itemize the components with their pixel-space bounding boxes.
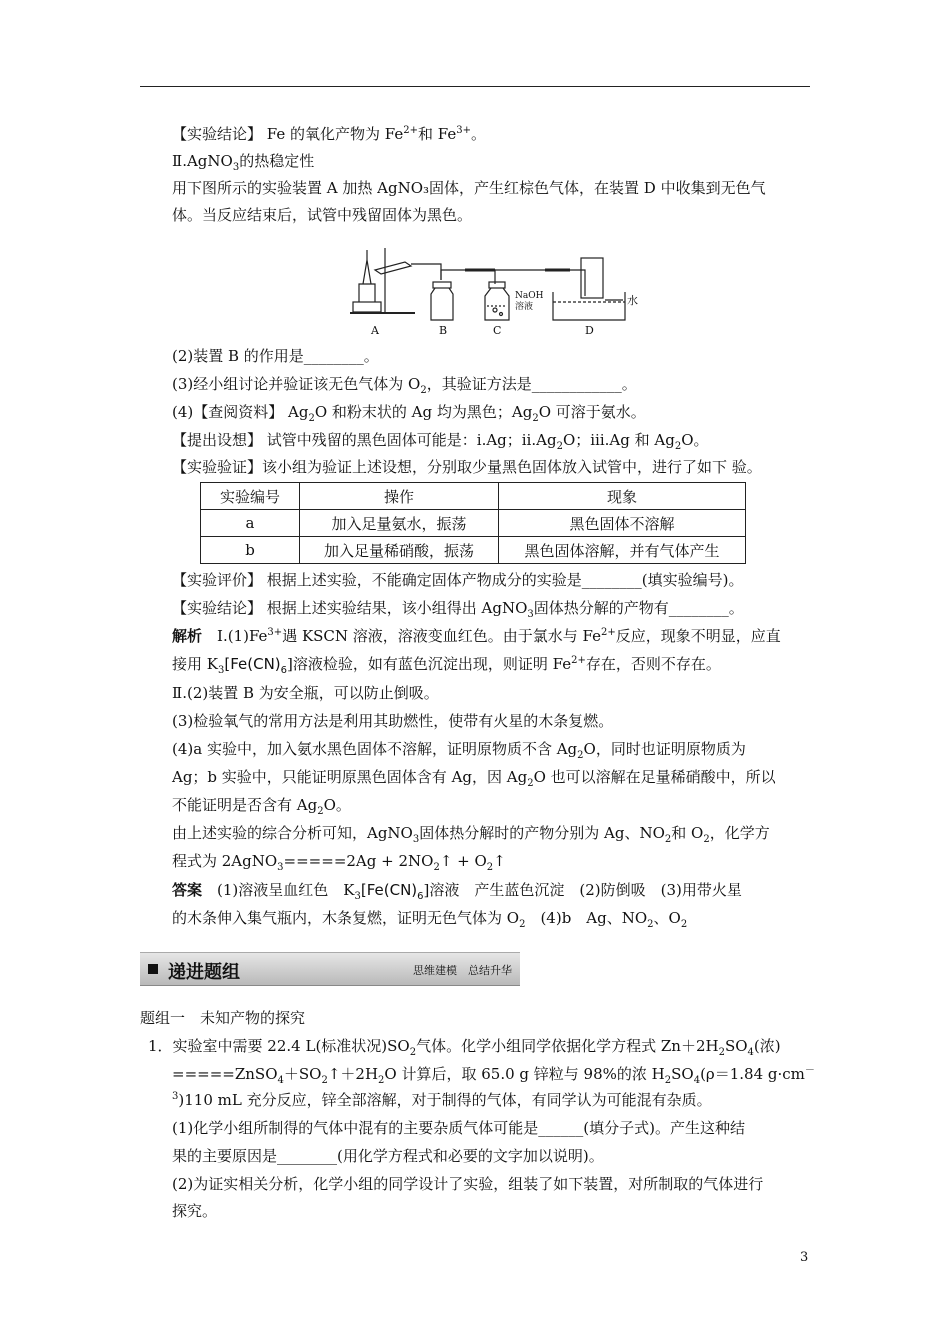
answer-line: 答案 (1)溶液呈血红色 $K_3[Fe(CN)_6]$溶液 产生蓝色沉淀 (2)防倒吸 (3)用带火星 (172, 881, 742, 902)
problem-line: $=====ZnSO_4+SO_2↑+2H_2O$ 计算后，取 65.0 g 锌粒与 98%的浓 $H_2SO_4(\rho=1.84$ g·cm－ (172, 1065, 815, 1086)
bottle-c (485, 288, 509, 320)
analysis-line: 接用 $K_3[Fe(CN)_6]$溶液检验，如有蓝色沉淀出现，则证明 $Fe^{2+}$存在，否则不存在。 (172, 655, 721, 676)
analysis-line: (3)检验氧气的常用方法是利用其助燃性，使带有火星的木条复燃。 (172, 712, 614, 730)
section-heading-agno3: Ⅱ.AgNO$_3$的热稳定性 (172, 152, 315, 173)
problem-line: (2)为证实相关分析，化学小组的同学设计了实验，组装了如下装置，对所制取的气体进行 (172, 1175, 764, 1193)
bottle-b (431, 288, 453, 320)
naoh-label-line1: NaOH (515, 291, 544, 301)
table-cell: a (201, 510, 300, 537)
banner-title: 递进题组 (168, 962, 240, 983)
question-3: (3)经小组讨论并验证该无色气体为 $O_2$，其验证方法是____________。 (172, 375, 637, 396)
banner-tag: 思维建模 总结升华 (413, 964, 512, 977)
water-trough (553, 292, 625, 320)
question-2: (2)装置 B 的作用是________。 (172, 347, 379, 365)
analysis-line: Ⅱ.(2)装置 B 为安全瓶，可以防止倒吸。 (172, 684, 439, 702)
label-d: D (585, 324, 594, 337)
answer-line: 的木条伸入集气瓶内，木条复燃，证明无色气体为 $O_2$ (4)b Ag、$NO_2$、$O_2$ (172, 909, 688, 930)
analysis-line: 由上述实验的综合分析可知，AgNO$_3$固体热分解时的产物分别为 Ag、$NO_2$和 $O_2$，化学方 (172, 824, 770, 845)
naoh-label-line2: 溶液 (515, 302, 534, 312)
table-cell: 加入足量氨水，振荡 (300, 510, 499, 537)
analysis-line: (4)a 实验中，加入氨水黑色固体不溶解，证明原物质不含 $Ag_2O$，同时也证明原物质为 (172, 740, 746, 761)
paragraph-line: 用下图所示的实验装置 A 加热 AgNO₃固体，产生红棕色气体，在装置 D 中收集到无色气 (172, 179, 766, 197)
table-header: 操作 (300, 483, 499, 510)
equation-line: 程式为 2AgNO$_3$=====2Ag + $2NO_2↑$ + $O_2↑$ (172, 852, 506, 873)
problem-line: 探究。 (172, 1202, 218, 1220)
evaluation-line: 【实验评价】 根据上述实验，不能确定固体产物成分的实验是________(填实验编号)。 (172, 571, 744, 589)
table-header: 现象 (499, 483, 746, 510)
gas-jar (581, 258, 603, 298)
water-label: 水 (627, 294, 638, 307)
paragraph-line: 体。当反应结束后，试管中残留固体为黑色。 (172, 206, 473, 224)
question-4: (4)【查阅资料】 $Ag_2O$ 和粉末状的 Ag 均为黑色；$Ag_2O$ 可溶于氨水。 (172, 403, 646, 424)
table-cell: 黑色固体不溶解 (499, 510, 746, 537)
experiment-table (200, 482, 746, 564)
page-number: 3 (800, 1250, 809, 1265)
verification-line: 【实验验证】该小组为验证上述设想，分别取少量黑色固体放入试管中，进行了如下 验。 (172, 458, 762, 476)
analysis-line: Ag；b 实验中，只能证明原黑色固体含有 Ag，因 $Ag_2O$ 也可以溶解在足量稀硝酸中，所以 (172, 768, 776, 789)
header-rule (140, 86, 810, 87)
label-b: B (439, 324, 448, 337)
analysis-line: 解析 $Ⅰ.(1)Fe^{3+}$遇 KSCN 溶液，溶液变血红色。由于氯水与 $Fe^{2+}$反应，现象不明显，应直 (172, 627, 781, 645)
burner-base (353, 302, 381, 312)
problem-line: $^3$)110 mL 充分反应，锌全部溶解，对于制得的气体，有同学认为可能混有杂质。 (172, 1091, 712, 1109)
test-tube (375, 262, 411, 274)
experiment-apparatus-figure (345, 240, 645, 340)
square-bullet-icon (148, 964, 158, 974)
section-banner (140, 952, 520, 986)
group-heading: 题组一 未知产物的探究 (140, 1009, 306, 1027)
problem-line: 果的主要原因是________(用化学方程式和必要的文字加以说明)。 (172, 1147, 604, 1165)
table-cell: 黑色固体溶解，并有气体产生 (499, 537, 746, 564)
table-header: 实验编号 (201, 483, 300, 510)
problem-line: 1．实验室中需要 22.4 L(标准状况)$SO_2$气体。化学小组同学依据化学方程式 $Zn+2H_2SO_4$(浓) (148, 1037, 781, 1058)
conclusion-line-2: 【实验结论】 根据上述实验结果，该小组得出 AgNO$_3$固体热分解的产物有________。 (172, 599, 744, 620)
table-cell: b (201, 537, 300, 564)
hypothesis-line: 【提出设想】 试管中残留的黑色固体可能是：ⅰ.Ag；$ⅱ.Ag_2O$；ⅲ.Ag 和 $Ag_2O$。 (172, 431, 709, 452)
table-header-row (201, 483, 746, 510)
label-c: C (493, 324, 502, 337)
table-cell: 加入足量稀硝酸，振荡 (300, 537, 499, 564)
analysis-line: 不能证明是否含有 $Ag_2O$。 (172, 796, 351, 817)
table-row (201, 537, 746, 564)
table-row (201, 510, 746, 537)
label-a: A (371, 324, 379, 337)
conclusion-line: 【实验结论】 Fe 的氧化产物为 $Fe^{2+}$和 $Fe^{3+}$。 (172, 125, 486, 143)
problem-line: (1)化学小组所制得的气体中混有的主要杂质气体可能是______(填分子式)。产生这种结 (172, 1119, 745, 1137)
